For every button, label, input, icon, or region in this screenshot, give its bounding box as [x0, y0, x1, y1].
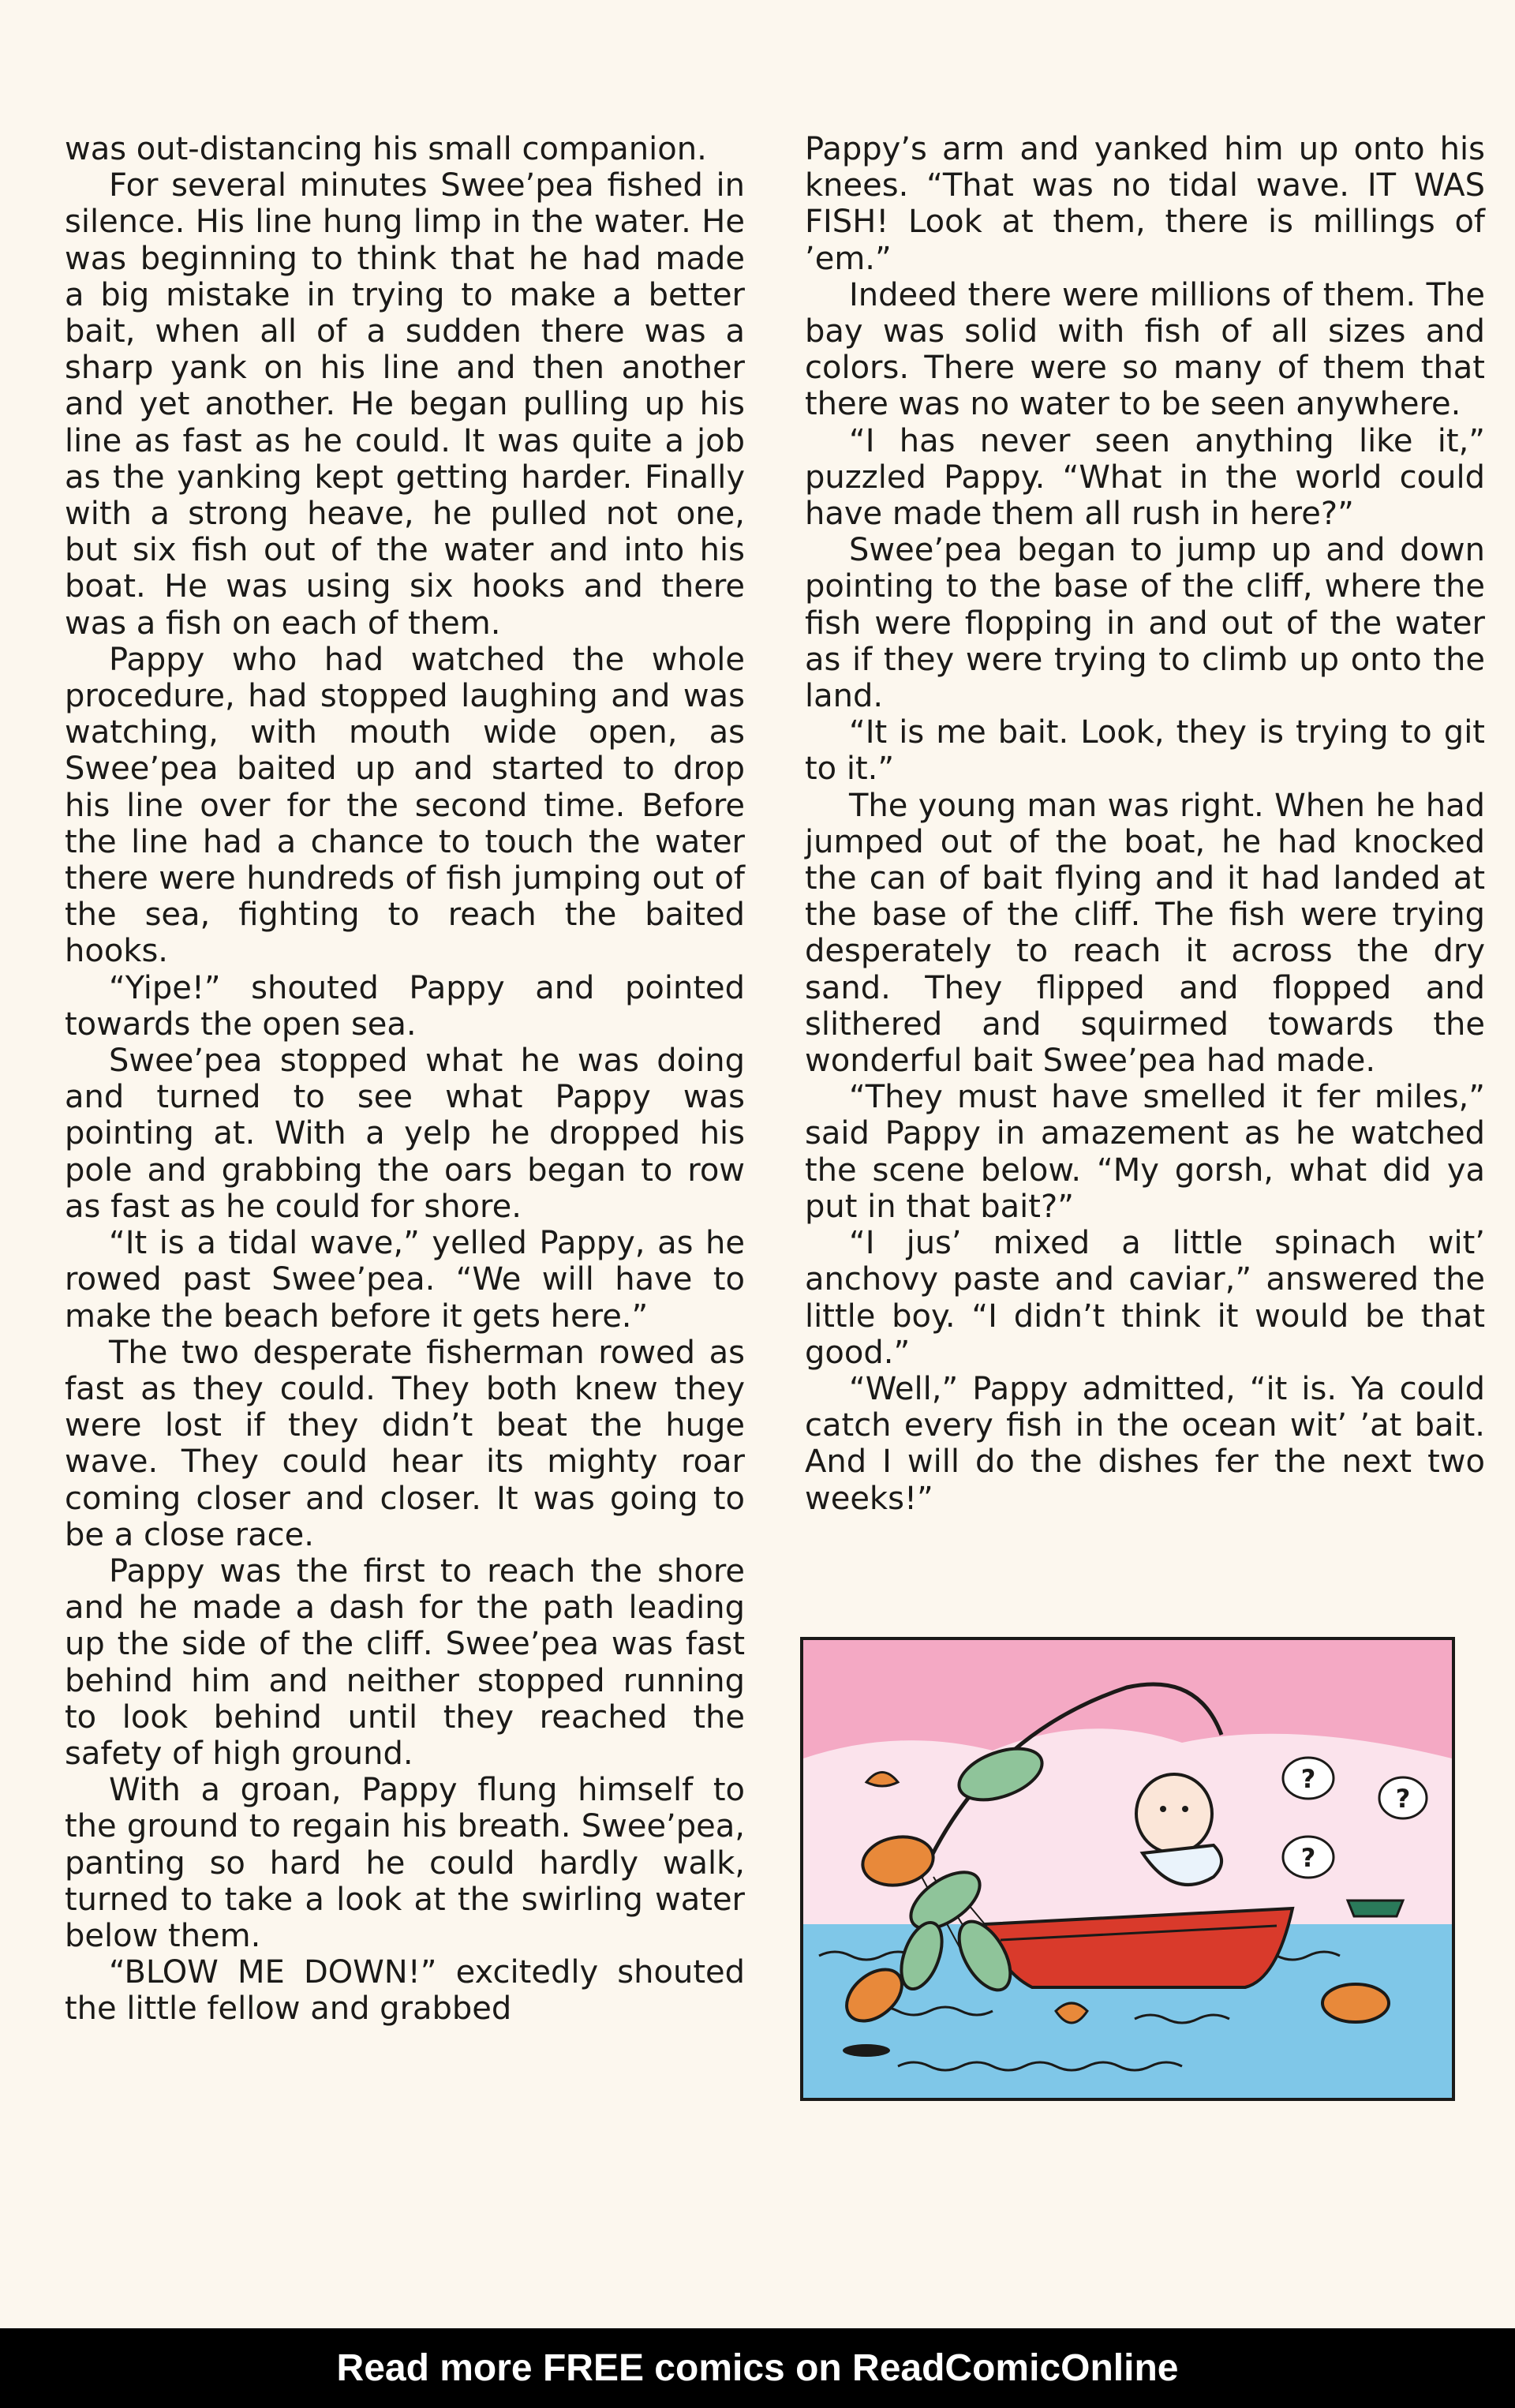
footer-banner [0, 2328, 1515, 2408]
paragraph: With a groan, Pappy flung himself to the ground to regain his breath. Swee’pea, panting so hard he could hardly walk, turned to take a look at the swirling water below them. [65, 1772, 745, 1954]
paragraph: “BLOW ME DOWN!” excitedly shouted the little fellow and grabbed [65, 1954, 745, 2028]
panel-illustration [803, 1640, 1452, 2098]
paragraph: Swee’pea began to jump up and down pointing to the base of the cliff, where the fish were flopping in and out of the water as if they were trying to climb up onto the land. [805, 532, 1485, 715]
red-boat [985, 1908, 1292, 1987]
cloud-band [803, 1728, 1452, 1924]
eye [1160, 1806, 1166, 1812]
svg-text:?: ? [1300, 1764, 1316, 1794]
left-text-column [65, 131, 745, 2028]
paragraph: For several minutes Swee’pea fished in silence. His line hung limp in the water. He was beginning to think that he had made a big mistake in trying to make a better bait, when all of a sudden there was a sharp yank on his line and then another and yet another. He began pulling up his line as fast as he could. It was quite a job as the yanking kept getting harder. Finally with a strong heave, he pulled not one, but six fish out of the water and into his boat. He was using six hooks and there was a fish on each of them. [65, 167, 745, 642]
paragraph: “Yipe!” shouted Pappy and pointed towards the open sea. [65, 969, 745, 1043]
paragraph: Indeed there were millions of them. The bay was solid with fish of all sizes and colors. There were so many of them that there was no water to be seen anywhere. [805, 276, 1485, 423]
question-bubble-2 [1379, 1777, 1427, 1818]
paragraph: “They must have smelled it fer miles,” said Pappy in amazement as he watched the scene below. “My gorsh, what did ya put in that bait?” [805, 1079, 1485, 1225]
distant-boat [1348, 1901, 1403, 1916]
paragraph: Pappy was the first to reach the shore and he made a dash for the path leading up the side of the cliff. Swee’pea was fast behind him and neither stopped running to look behind until they reached the safety of high ground. [65, 1552, 745, 1772]
sweepea-head [1136, 1774, 1212, 1853]
eye [1182, 1806, 1188, 1812]
svg-text:?: ? [1395, 1784, 1411, 1814]
svg-text:?: ? [1300, 1843, 1316, 1873]
paragraph: “Well,” Pappy admitted, “it is. Ya could catch every fish in the ocean wit’ ’at bait. And I will do the dishes fer the next two weeks!” [805, 1370, 1485, 1517]
comic-panel [800, 1637, 1455, 2101]
paragraph: Pappy who had watched the whole procedure, had stopped laughing and was watching, with mouth wide open, as Swee’pea baited up and started to drop his line over for the second time. Before the line had a chance to touch the water there were hundreds of fish jumping out of the sea, fighting to reach the baited hooks. [65, 641, 745, 970]
paragraph: “I has never seen anything like it,” puzzled Pappy. “What in the world could have made them all rush in here?” [805, 422, 1485, 533]
paragraph: Pappy’s arm and yanked him up onto his knees. “That was no tidal wave. IT WAS FISH! Look at them, there is millings of ’em.” [805, 131, 1485, 277]
paragraph: The young man was right. When he had jumped out of the boat, he had knocked the can of bait flying and it had landed at the base of the cliff. The fish were trying desperately to reach it across the dry sand. They flipped and flopped and slithered and squirmed towards the wonderful bait Swee’pea had made. [805, 787, 1485, 1080]
paragraph: “It is me bait. Look, they is trying to git to it.” [805, 714, 1485, 788]
right-text-column [805, 131, 1485, 1517]
paragraph: Swee’pea stopped what he was doing and turned to see what Pappy was pointing at. With a yelp he dropped his pole and grabbing the oars began to row as fast as he could for shore. [65, 1043, 745, 1225]
paragraph: “I jus’ mixed a little spinach wit’ anchovy paste and caviar,” answered the little boy. “I didn’t think it would be that good.” [805, 1225, 1485, 1371]
paragraph: “It is a tidal wave,” yelled Pappy, as he rowed past Swee’pea. “We will have to make the beach before it gets here.” [65, 1225, 745, 1335]
shadow-spot [843, 2044, 890, 2057]
paragraph: was out-distancing his small companion. [65, 131, 707, 167]
paragraph: The two desperate fisherman rowed as fast as they could. They both knew they were lost if they didn’t beat the huge wave. They could hear its mighty roar coming closer and closer. It was going to be a close race. [65, 1334, 745, 1553]
footer-text: Read more FREE comics on ReadComicOnline [336, 2347, 1179, 2389]
question-bubble-3 [1283, 1837, 1334, 1878]
question-bubble-1 [1283, 1758, 1334, 1799]
